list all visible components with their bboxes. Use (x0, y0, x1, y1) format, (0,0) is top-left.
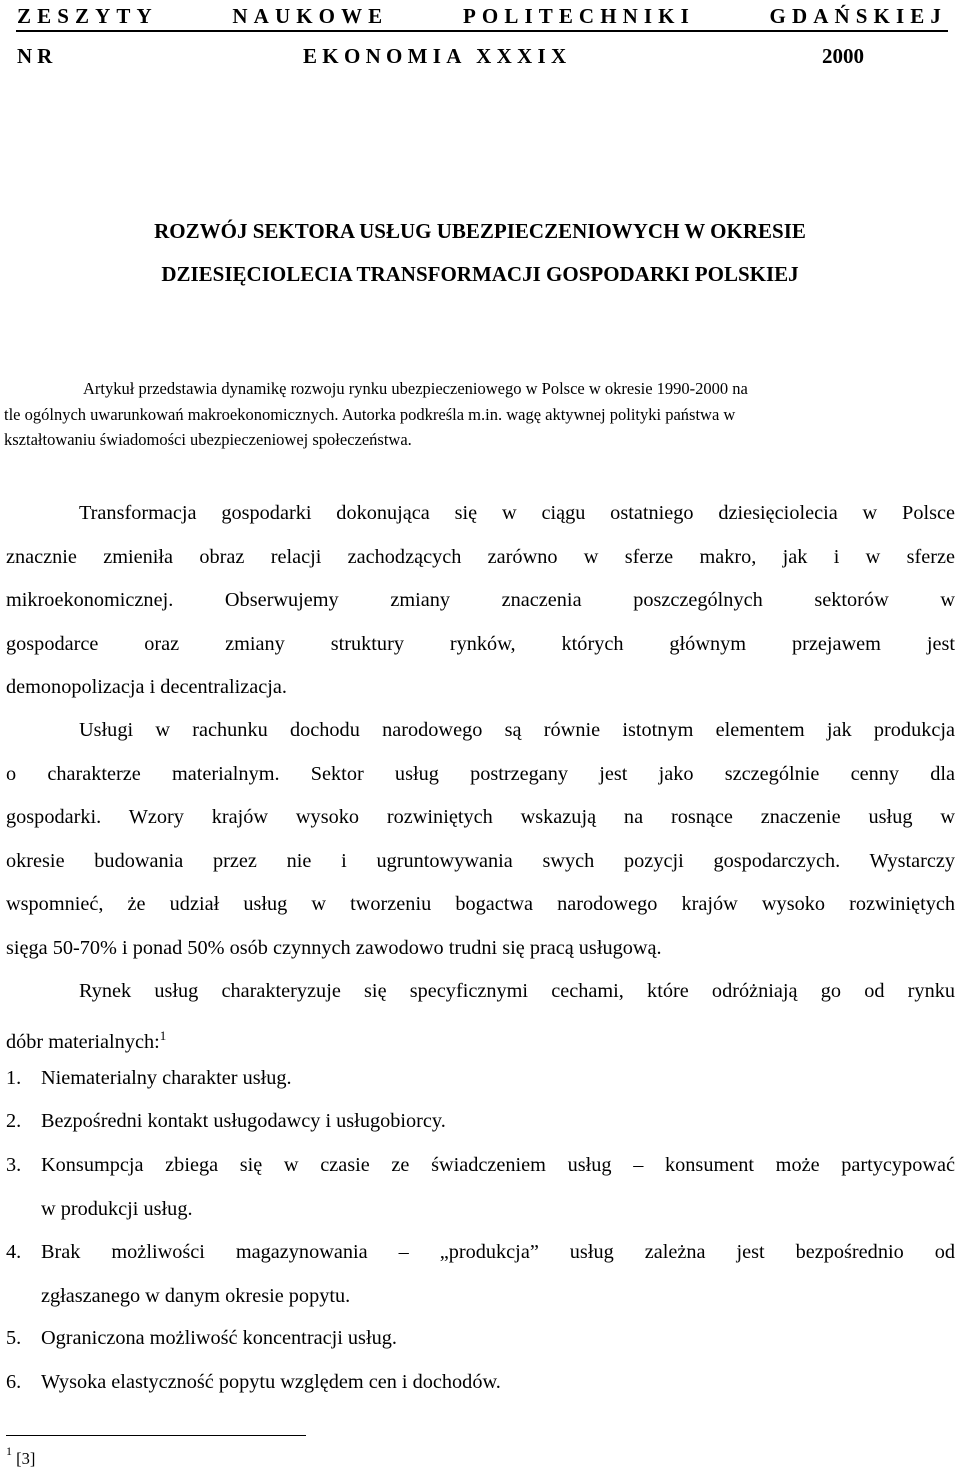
journal-name (17, 4, 947, 29)
footnote-mark: 1 (6, 1444, 12, 1458)
list-line: Bezpośredni kontakt usługodawcy i usługobiorcy. (41, 1110, 446, 1132)
list-text (41, 1100, 955, 1144)
journal-word: POLITECHNIKI (462, 4, 695, 28)
footnote-rule (6, 1435, 306, 1436)
paragraph-line: sięga 50-70% i ponad 50% osób czynnych zawodowo trudni się pracą usługową. (6, 936, 662, 959)
abstract-line: tle ogólnych uwarunkowań makroekonomicznych. Autorka podkreśla m.in. wagę aktywnej polityki państwa w (4, 404, 736, 424)
list-text (41, 1231, 955, 1318)
issue-number-label: NR (17, 44, 58, 68)
list-number: 5. (6, 1327, 22, 1349)
journal-word: ZESZYTY (17, 4, 158, 28)
list-number: 4. (6, 1241, 22, 1263)
footnote (6, 1444, 35, 1469)
list-line: Wysoka elastyczność popytu względem cen i dochodów. (41, 1371, 501, 1393)
footnote-text: [3] (16, 1449, 36, 1468)
paragraph-line: gospodarce oraz zmiany struktury rynków, których głównym przejawem jest (6, 632, 955, 655)
list-number: 2. (6, 1110, 22, 1132)
list-number: 3. (6, 1154, 22, 1176)
journal-word: GDAŃSKIEJ (769, 4, 947, 28)
paragraph-line: znacznie zmieniła obraz relacji zachodzących zarówno w sferze makro, jak i w sferze (6, 545, 955, 568)
list-line: Niematerialny charakter usług. (41, 1067, 292, 1089)
paragraph-line: mikroekonomicznej. Obserwujemy zmiany znaczenia poszczególnych sektorów w (6, 589, 955, 611)
series-name: EKONOMIA XXXIX (303, 44, 572, 68)
paragraph-line: o charakterze materialnym. Sektor usług postrzegany jest jako szczególnie cenny dla (6, 762, 955, 785)
article-title-line-1: ROZWÓJ SEKTORA USŁUG UBEZPIECZENIOWYCH W OKRESIE (154, 219, 806, 243)
list-line: zgłaszanego w danym okresie popytu. (41, 1284, 351, 1307)
paragraph-text: dóbr materialnych: (6, 1030, 160, 1053)
abstract (4, 376, 955, 453)
list-text (41, 1361, 955, 1405)
paragraph-line: Usługi w rachunku dochodu narodowego są równie istotnym elementem jak produkcja (79, 719, 955, 741)
journal-word: NAUKOWE (232, 4, 389, 28)
list-text (41, 1317, 955, 1361)
list-text (41, 1057, 955, 1101)
abstract-line: Artykuł przedstawia dynamikę rozwoju rynku ubezpieczeniowego w Polsce w okresie 1990-2000 na (83, 379, 748, 398)
paragraph-3 (6, 970, 955, 1064)
abstract-line: kształtowaniu świadomości ubezpieczeniowej społeczeństwa. (4, 430, 412, 449)
list-line: Ograniczona możliwość koncentracji usług. (41, 1327, 397, 1349)
list-line: w produkcji usług. (41, 1197, 193, 1220)
paragraph-1 (6, 492, 955, 710)
list-text (41, 1144, 955, 1231)
article-title-line-2: DZIESIĘCIOLECIA TRANSFORMACJI GOSPODARKI POLSKIEJ (161, 262, 799, 286)
list-number: 6. (6, 1371, 22, 1393)
paragraph-line: gospodarki. Wzory krajów wysoko rozwiniętych wskazują na rosnące znaczenie usług w (6, 806, 955, 828)
footnote-reference: 1 (159, 1027, 167, 1043)
paragraph-line: wspomnieć, że udział usług w tworzeniu bogactwa narodowego krajów wysoko rozwiniętych (6, 893, 955, 915)
paragraph-line: Rynek usług charakteryzuje się specyficznymi cechami, które odróżniają go od rynku (79, 980, 955, 1002)
paragraph-line: Transformacja gospodarki dokonująca się w ciągu ostatniego dziesięciolecia w Polsce (79, 502, 955, 524)
issue-year: 2000 (822, 44, 864, 68)
list-line: Konsumpcja zbiega się w czasie ze świadczeniem usług – konsument może partycypować (41, 1154, 955, 1176)
paragraph-2 (6, 709, 955, 970)
list-number: 1. (6, 1067, 22, 1089)
header-rule (16, 30, 948, 32)
paragraph-line: demonopolizacja i decentralizacja. (6, 676, 287, 698)
list-line: Brak możliwości magazynowania – „produkcja” usług zależna jest bezpośrednio od (41, 1241, 955, 1263)
paragraph-line: okresie budowania przez nie i ugruntowywania swych pozycji gospodarczych. Wystarczy (6, 849, 955, 872)
